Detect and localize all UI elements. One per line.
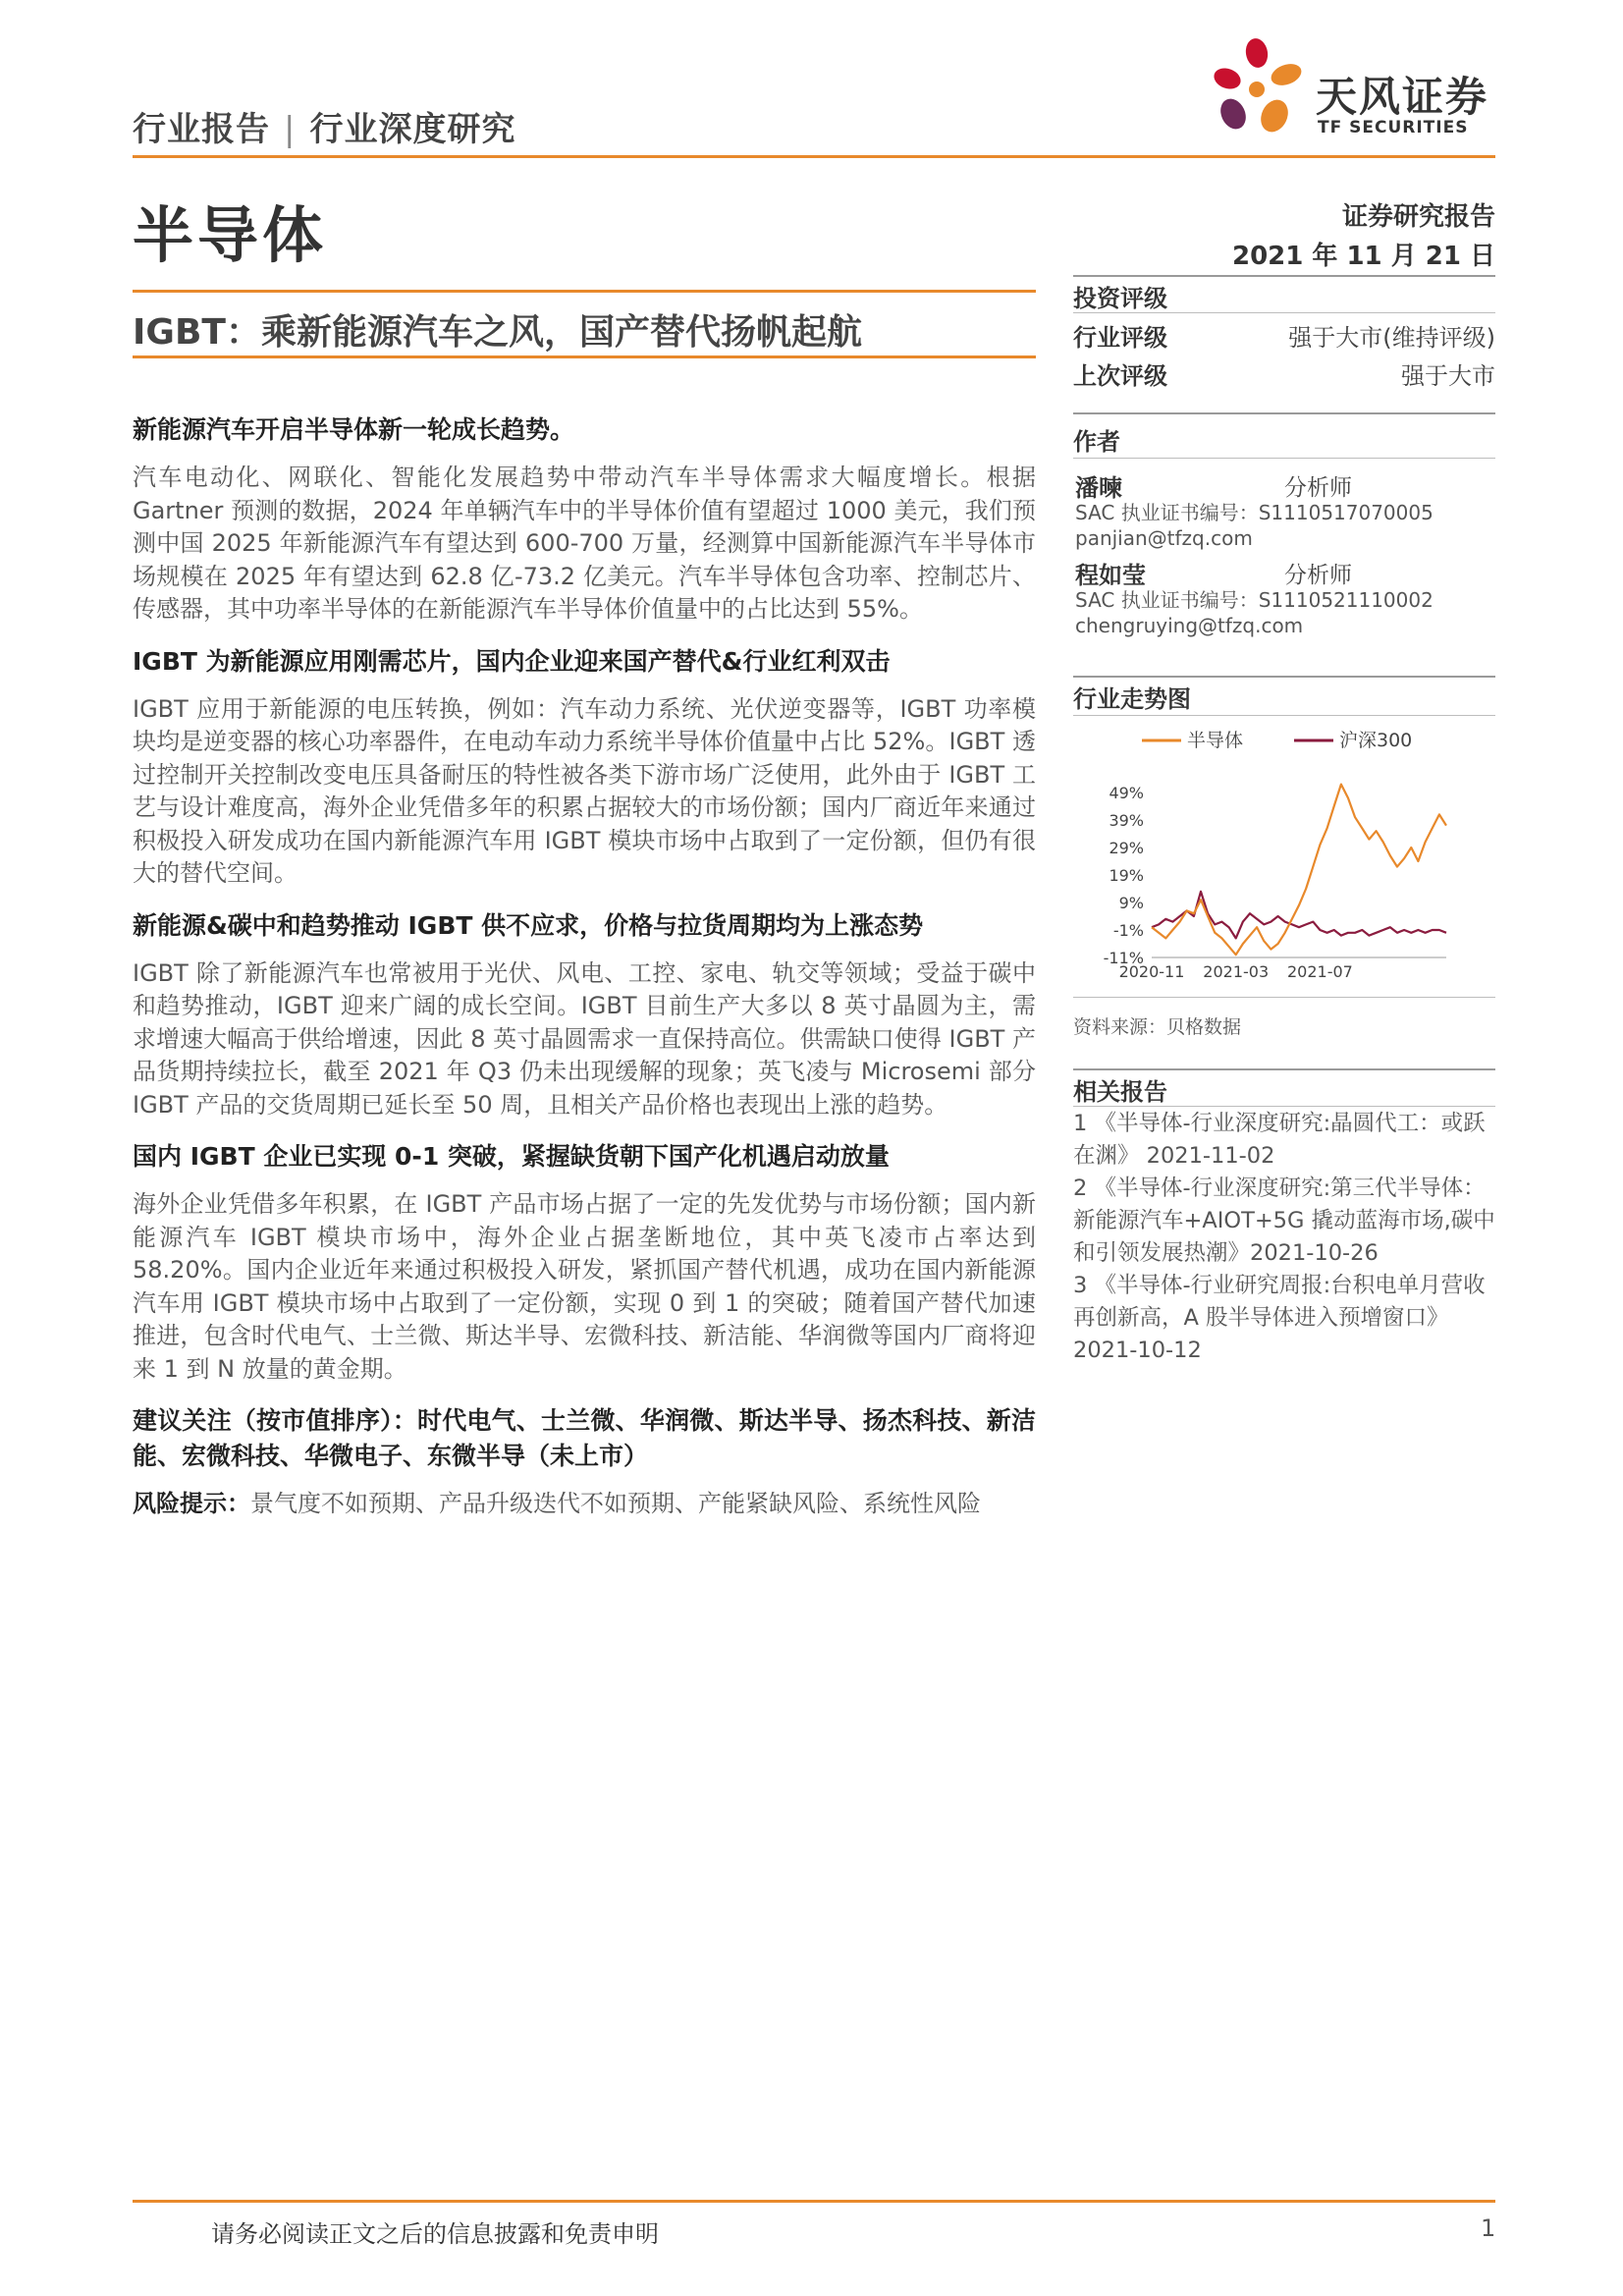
main-body <box>133 412 1036 1539</box>
y-tick-label: -11% <box>1103 949 1144 967</box>
author-email[interactable]: panjian@tfzq.com <box>1075 526 1253 550</box>
report-date: 2021 年 11 月 21 日 <box>1232 242 1495 271</box>
cert-label: SAC 执业证书编号： <box>1075 501 1259 524</box>
related-report-item[interactable]: 2 《半导体-行业深度研究:第三代半导体：新能源汽车+AIOT+5G 撬动蓝海市场,碳中和引领发展热潮》2021-10-26 <box>1073 1175 1495 1266</box>
series-line-0 <box>1152 785 1446 956</box>
risk-section <box>133 1488 1036 1521</box>
author-name: 程如莹 <box>1075 562 1146 589</box>
rating-value: 强于大市 <box>1401 362 1495 390</box>
related-heading: 相关报告 <box>1073 1078 1167 1106</box>
y-tick-label: 9% <box>1118 894 1144 912</box>
related-report-item[interactable]: 3 《半导体-行业研究周报:台积电单月营收再创新高，A 股半导体进入预增窗口》 2021-10-12 <box>1073 1273 1486 1363</box>
series-line-1 <box>1152 892 1446 939</box>
recommend-label: 建议关注（按市值排序）： <box>133 1406 417 1435</box>
cert-number: S1110517070005 <box>1258 501 1434 524</box>
author-cert <box>1075 500 1434 525</box>
rating-row-industry <box>1073 318 1495 353</box>
logo-flower-icon <box>1206 35 1314 151</box>
rating-value: 强于大市(维持评级) <box>1288 324 1495 352</box>
subtitle-rule-top <box>133 290 1036 293</box>
body-paragraph: 汽车电动化、网联化、智能化发展趋势中带动汽车半导体需求大幅度增长。根据 Gartner 预测的数据，2024 年单辆汽车中的半导体价值有望超过 1000 美元，我们预测中国 2025 年新能源汽车有望达到 600-700 万量，经测算中国新能源汽车半导体市场规模在 2025 年有望达到 62.8 亿-73.2 亿美元。汽车半导体包含功率、控制芯片、传感器，其中功率半导体的在新能源汽车半导体价值量中的占比达到 55%。 <box>133 464 1036 623</box>
author-rule-top <box>1073 412 1495 414</box>
logo-name-cn: 天风证券 <box>1316 73 1489 121</box>
sector-title: 半导体 <box>133 199 328 271</box>
subtitle-rule-bottom <box>133 355 1036 358</box>
header-rule <box>133 155 1495 158</box>
x-tick-label: 2021-03 <box>1203 962 1270 981</box>
x-tick-label: 2020-11 <box>1118 962 1185 981</box>
y-tick-label: 29% <box>1109 839 1144 857</box>
author-role: 分析师 <box>1284 475 1352 501</box>
author-role: 分析师 <box>1284 563 1352 588</box>
recommend-text: 时代电气、士兰微、华润微、斯达半导、扬杰科技、新洁能、宏微科技、华微电子、东微半导（未上市） <box>133 1406 1036 1470</box>
rating-key: 行业评级 <box>1073 324 1167 352</box>
author-cert <box>1075 587 1434 613</box>
author-heading: 作者 <box>1073 428 1120 456</box>
body-paragraph: IGBT 除了新能源汽车也常被用于光伏、风电、工控、家电、轨交等领域；受益于碳中和趋势推动，IGBT 迎来广阔的成长空间。IGBT 目前生产大多以 8 英寸晶圆为主，需求增速大幅高于供给增速，因此 8 英寸晶圆需求一直保持高位。供需缺口使得 IGBT 产品货期持续拉长，截至 2021 年 Q3 仍未出现缓解的现象；英飞凌与 Microsemi 部分 IGBT 产品的交货周期已延长至 50 周，且相关产品价格也表现出上涨的趋势。 <box>133 958 1036 1119</box>
related-rule <box>1073 1106 1495 1107</box>
related-list <box>1073 1108 1495 1367</box>
report-type: 证券研究报告 <box>1341 202 1495 232</box>
legend-label-csi300: 沪深300 <box>1339 730 1413 751</box>
footer-disclaimer: 请务必阅读正文之后的信息披露和免责申明 <box>211 2220 659 2248</box>
footer-rule <box>133 2200 1495 2203</box>
risk-label: 风险提示： <box>133 1490 250 1517</box>
related-report-item[interactable]: 1 《半导体-行业深度研究:晶圆代工：或跃在渊》 2021-11-02 <box>1073 1111 1486 1169</box>
trend-rule-bottom <box>1073 997 1495 998</box>
rating-heading: 投资评级 <box>1073 285 1167 312</box>
cert-label: SAC 执业证书编号： <box>1075 588 1259 612</box>
author-name: 潘暕 <box>1075 474 1122 502</box>
report-subtitle: IGBT：乘新能源汽车之风，国产替代扬帆起航 <box>133 312 862 353</box>
y-tick-label: -1% <box>1112 921 1144 940</box>
cert-number: S1110521110002 <box>1258 588 1434 612</box>
industry-trend-chart <box>1073 722 1495 997</box>
legend-label-semiconductor: 半导体 <box>1187 730 1244 751</box>
body-heading: 新能源&碳中和趋势推动 IGBT 供不应求，价格与拉货周期均为上涨态势 <box>133 910 924 940</box>
logo-name-en: TF SECURITIES <box>1318 118 1469 137</box>
y-tick-label: 49% <box>1109 784 1144 802</box>
body-paragraph: 海外企业凭借多年积累，在 IGBT 产品市场占据了一定的先发优势与市场份额；国内新能源汽车 IGBT 模块市场中，海外企业占据垄断地位，其中英飞凌市占率达到 58.20%。国内企业近年来通过积极投入研发，紧抓国产替代机遇，成功在国内新能源汽车用 IGBT 模块市场中占取到了一定份额，实现 0 到 1 的突破；随着国产替代加速推进，包含时代电气、士兰微、斯达半导、宏微科技、新洁能、华润微等国内厂商将迎来 1 到 N 放量的黄金期。 <box>133 1190 1036 1383</box>
author-rule <box>1073 458 1495 459</box>
page-number: 1 <box>1481 2214 1496 2242</box>
y-tick-label: 39% <box>1109 811 1144 830</box>
rating-key: 上次评级 <box>1073 362 1167 390</box>
related-rule-top <box>1073 1068 1495 1070</box>
y-tick-label: 19% <box>1109 866 1144 885</box>
trend-rule <box>1073 715 1495 716</box>
category-separator: | <box>284 110 297 149</box>
body-heading: 国内 IGBT 企业已实现 0-1 突破，紧握缺货朝下国产化机遇启动放量 <box>133 1142 890 1171</box>
body-paragraph: IGBT 应用于新能源的电压转换，例如：汽车动力系统、光伏逆变器等，IGBT 功率模块均是逆变器的核心功率器件，在电动车动力系统半导体价值量中占比 52%。IGBT 透过控制开关控制改变电压具备耐压的特性被各类下游市场广泛使用，此外由于 IGBT 工艺与设计难度高，海外企业凭借多年的积累占据较大的市场份额；国内厂商近年来通过积极投入研发成功在国内新能源汽车用 IGBT 模块市场中占取到了一定份额，但仍有很大的替代空间。 <box>133 694 1036 887</box>
risk-text: 景气度不如预期、产品升级迭代不如预期、产能紧缺风险、系统性风险 <box>250 1490 981 1517</box>
body-heading: IGBT 为新能源应用刚需芯片，国内企业迎来国产替代&行业红利双击 <box>133 646 891 676</box>
rating-rule-top <box>1073 275 1495 277</box>
recommend-section <box>133 1403 1036 1474</box>
subcategory-label: 行业深度研究 <box>309 110 516 149</box>
rating-row-previous <box>1073 356 1495 391</box>
x-tick-label: 2021-07 <box>1286 962 1353 981</box>
report-category <box>133 102 515 150</box>
chart-legend <box>1142 730 1412 751</box>
category-label: 行业报告 <box>133 110 270 149</box>
trend-heading: 行业走势图 <box>1073 685 1191 713</box>
chart-source: 资料来源：贝格数据 <box>1073 1016 1242 1038</box>
body-heading: 新能源汽车开启半导体新一轮成长趋势。 <box>133 415 575 444</box>
trend-rule-top <box>1073 676 1495 678</box>
author-email[interactable]: chengruying@tfzq.com <box>1075 614 1304 637</box>
rating-rule <box>1073 312 1495 313</box>
